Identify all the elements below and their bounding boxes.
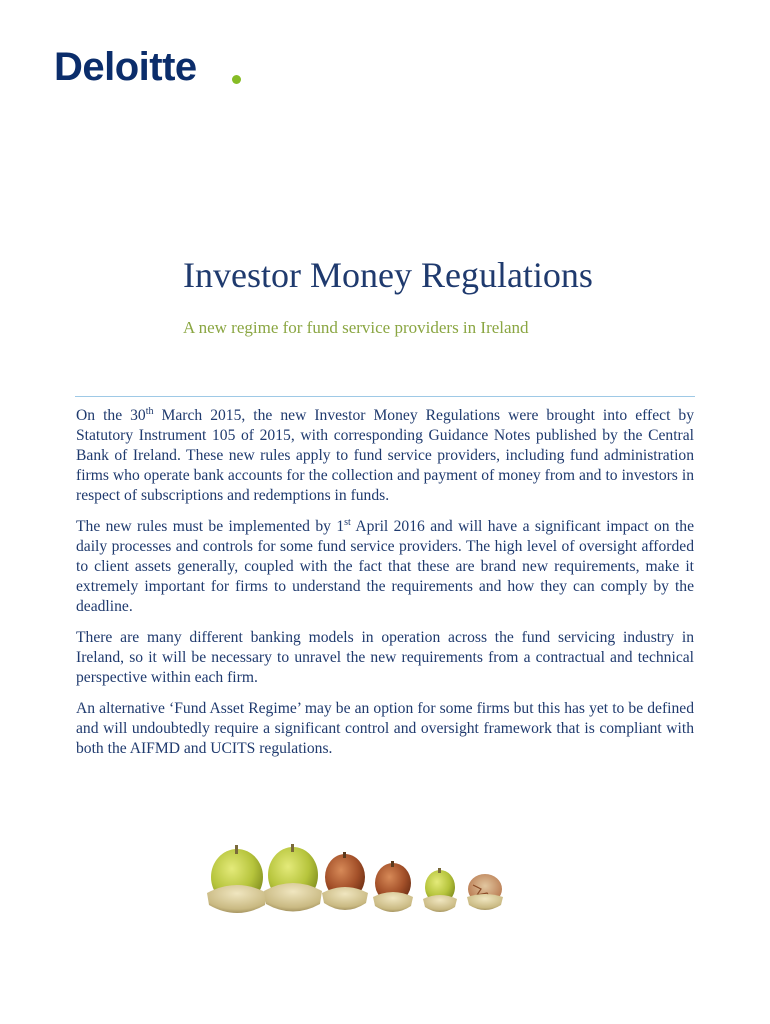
divider-rule [75, 396, 695, 397]
paragraph-2: The new rules must be implemented by 1st April 2016 and will have a significant impact on the daily processes and controls for some fund service providers. The high level of oversight afforded to client assets generally, coupled with the fact that these are brand new requirements, make it extremely important for firms to understand the requirements and how they can comply by the deadline. [76, 516, 694, 615]
paragraph-3: There are many different banking models in operation across the fund servicing industry in Ireland, so it will be necessary to unravel the new requirements from a contractual and technical perspective within each firm. [76, 629, 694, 686]
paragraph-4: An alternative ‘Fund Asset Regime’ may be an option for some firms but this has yet to be defined and will undoubtedly require a significant control and oversight framework that is compliant with both the AIFMD and UCITS regulations. [76, 700, 694, 757]
body-text [76, 406, 694, 770]
cracked-acorn [467, 874, 503, 910]
logo-green-dot [232, 75, 241, 84]
page-subtitle: A new regime for fund service providers in Ireland [183, 318, 529, 337]
logo-text: Deloitte [54, 45, 197, 89]
deloitte-logo [54, 47, 197, 87]
paragraph-1: On the 30th March 2015, the new Investor Money Regulations were brought into effect by Statutory Instrument 105 of 2015, with corresponding Guidance Notes published by the Central Bank of Ireland. These new rules apply to fund service providers, including fund administration firms who operate bank accounts for the collection and payment of money from and to investors in respect of subscriptions and redemptions in funds. [76, 405, 694, 504]
acorns-photo [185, 835, 530, 932]
page-title: Investor Money Regulations [183, 255, 593, 295]
